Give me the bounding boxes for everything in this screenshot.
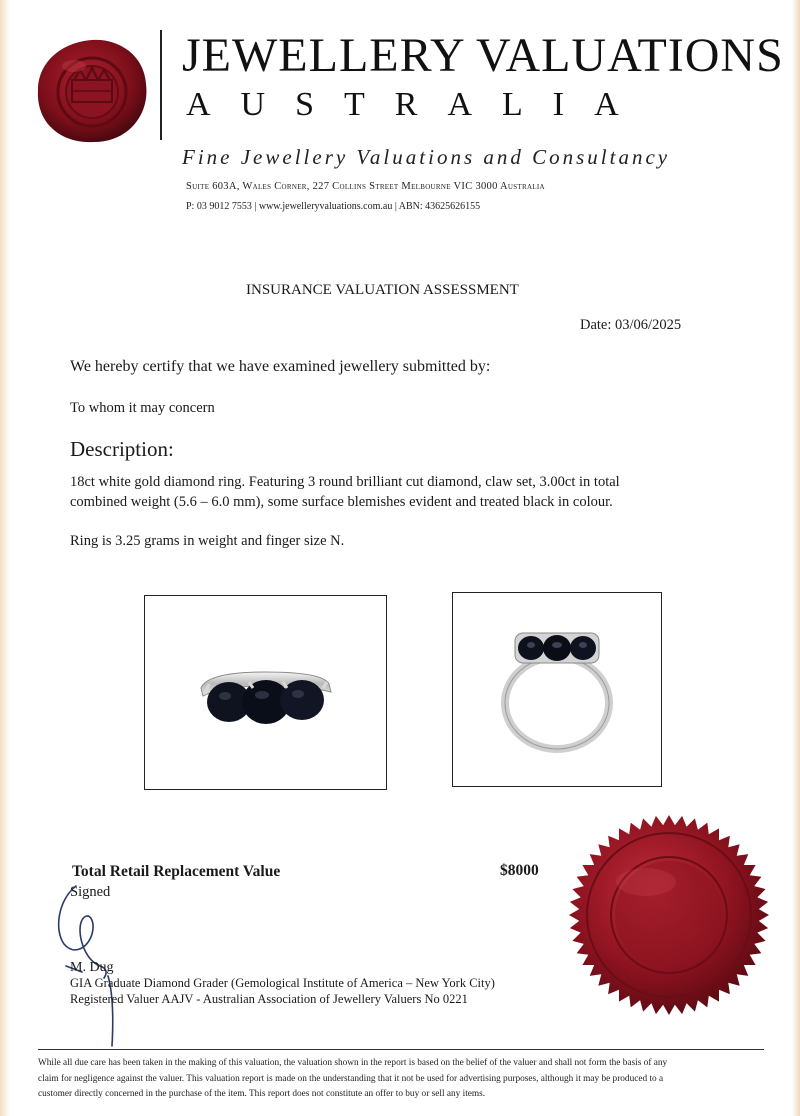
company-address: Suite 603A, Wales Corner, 227 Collins Street Melbourne VIC 3000 Australia bbox=[186, 181, 545, 192]
divider-vertical bbox=[160, 30, 162, 140]
document-date: Date: 03/06/2025 bbox=[580, 317, 682, 333]
valuer-credential: GIA Graduate Diamond Grader (Gemological Institute of America – New York City) bbox=[70, 976, 495, 990]
valuer-credential: Registered Valuer AAJV - Australian Association of Jewellery Valuers No 0221 bbox=[70, 992, 468, 1006]
description-line: 18ct white gold diamond ring. Featuring 3 round brilliant cut diamond, claw set, 3.00ct in total bbox=[70, 474, 620, 490]
ring-weight-size: Ring is 3.25 grams in weight and finger size N. bbox=[70, 533, 345, 549]
disclaimer-line: While all due care has been taken in the making of this valuation, the valuation shown in the report is based on the belief of the valuer and shall not form the basis of any bbox=[38, 1058, 668, 1068]
total-value-label: Total Retail Replacement Value bbox=[72, 863, 281, 880]
ring-side-image bbox=[453, 593, 661, 786]
certification-statement: We hereby certify that we have examined jewellery submitted by: bbox=[70, 358, 491, 375]
ring-photo-side bbox=[452, 592, 662, 787]
wax-seal-logo bbox=[32, 36, 152, 146]
signed-label: Signed bbox=[70, 884, 111, 900]
ring-front-image bbox=[145, 596, 386, 789]
disclaimer bbox=[38, 1056, 768, 1103]
footer-divider bbox=[38, 1049, 764, 1050]
embossed-seal bbox=[566, 812, 772, 1018]
description-line: combined weight (5.6 – 6.0 mm), some surface blemishes evident and treated black in colour. bbox=[70, 494, 613, 510]
page-edge bbox=[792, 0, 800, 1116]
company-country: AUSTRALIA bbox=[186, 86, 649, 123]
description-heading: Description: bbox=[70, 437, 174, 461]
company-contact: P: 03 9012 7553 | www.jewelleryvaluations.com.au | ABN: 43625626155 bbox=[186, 201, 481, 212]
company-tagline: Fine Jewellery Valuations and Consultancy bbox=[182, 145, 671, 169]
disclaimer-line: claim for negligence against the valuer. This valuation report is made on the understanding that it not be used for advertising purposes, although it may be produced to a bbox=[38, 1073, 664, 1084]
recipient: To whom it may concern bbox=[70, 400, 215, 416]
document-title: INSURANCE VALUATION ASSESSMENT bbox=[246, 282, 519, 298]
company-name: JEWELLERY VALUATIONS bbox=[182, 29, 784, 82]
ring-photo-front bbox=[144, 595, 387, 790]
valuer-name: M. Dug bbox=[70, 960, 114, 975]
page-edge bbox=[0, 0, 10, 1116]
total-value-amount: $8000 bbox=[500, 862, 539, 879]
disclaimer-line: customer directly concerned in the purchase of the item. This report does not constitute an offer to buy or sell any items. bbox=[38, 1089, 486, 1099]
